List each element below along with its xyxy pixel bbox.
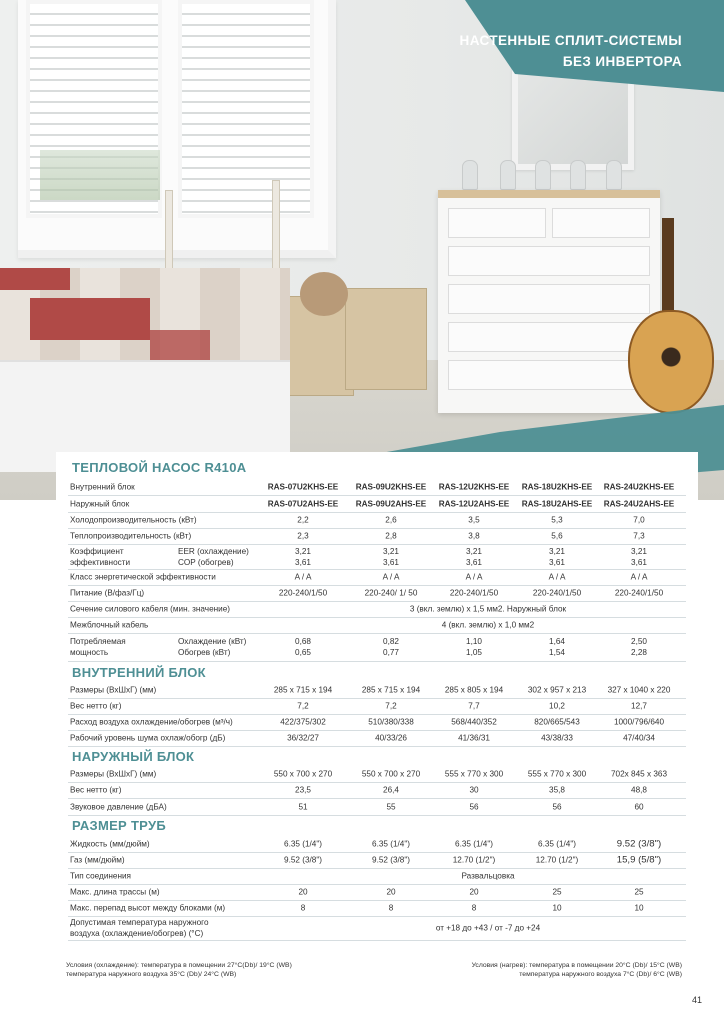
table-cell: 20 — [469, 887, 479, 897]
table-cell: 820/665/543 — [534, 717, 580, 727]
table-cell-line: 2,28 — [631, 648, 647, 657]
table-cell: RAS-24U2KHS-EE — [603, 482, 675, 491]
table-cell: 12,7 — [631, 701, 647, 711]
row-sublabel-line: EER (охлаждение) — [178, 546, 249, 556]
teddy-bear — [300, 272, 348, 316]
footnote-heating — [472, 961, 682, 979]
table-cell: 2,8 — [385, 531, 397, 541]
table-cell: 43/38/33 — [541, 733, 573, 743]
row-label-line: Коэффициент — [70, 546, 124, 556]
drawer — [448, 208, 546, 238]
table-cell: A / A — [465, 572, 483, 582]
table-cell: 5,3 — [551, 515, 563, 525]
table-cell: 9.52 (3/8") — [284, 855, 322, 865]
table-cell: RAS-18U2KHS-EE — [521, 482, 593, 491]
row-label — [70, 636, 126, 658]
table-cell: 6.35 (1/4") — [455, 839, 493, 849]
footnote-line: температура наружного воздуха 35°C (Db)/ 24°C (WB) — [66, 971, 237, 978]
section-outdoor: НАРУЖНЫЙ БЛОК — [72, 749, 195, 764]
dresser — [438, 190, 660, 413]
table-row — [68, 495, 686, 513]
table-cell: RAS-12U2KHS-EE — [438, 482, 510, 491]
table-cell: 422/375/302 — [280, 717, 326, 727]
cell-span: Развальцовка — [461, 871, 515, 881]
footnote-cooling — [66, 961, 292, 979]
table-cell — [600, 546, 678, 568]
window — [18, 0, 336, 258]
table-row — [68, 617, 686, 634]
drawer — [552, 208, 650, 238]
table-cell: 702x 845 x 363 — [611, 769, 667, 779]
table-cell: 10,2 — [549, 701, 565, 711]
table-cell — [518, 636, 596, 658]
table-cell: RAS-07U2KHS-EE — [267, 482, 339, 491]
table-cell-line: 1,64 — [549, 637, 565, 646]
table-row — [68, 478, 686, 496]
table-cell: 220-240/1/50 — [278, 588, 328, 598]
candle-holder — [462, 160, 478, 190]
table-cell: 2,6 — [385, 515, 397, 525]
table-cell: 25 — [634, 887, 644, 897]
storage-bag — [345, 288, 427, 390]
table-cell: 56 — [552, 802, 562, 811]
table-row — [68, 544, 686, 570]
row-label — [70, 546, 130, 568]
table-row — [68, 512, 686, 529]
table-cell: 3,8 — [468, 531, 480, 541]
table-cell-line: 0,65 — [295, 648, 311, 657]
guitar — [628, 310, 714, 414]
table-cell: 56 — [469, 802, 479, 811]
table-cell: 47/40/34 — [623, 733, 655, 743]
cell-span: 3 (вкл. землю) х 1,5 мм2. Наружный блок — [409, 604, 567, 614]
table-cell-line: 1,54 — [549, 648, 565, 657]
mirror — [512, 68, 634, 170]
table-row — [68, 900, 686, 917]
table-cell: 25 — [552, 887, 562, 897]
cell-span: от +18 до +43 / от -7 до +24 — [435, 923, 541, 933]
row-label: Рабочий уровень шума охлаж/обогр (дБ) — [70, 733, 226, 743]
table-row — [68, 585, 686, 602]
row-label: Межблочный кабель — [70, 620, 149, 630]
table-cell: 302 x 957 x 213 — [527, 685, 587, 695]
table-row — [68, 528, 686, 545]
table-cell: A / A — [630, 572, 648, 582]
table-cell: 220-240/ 1/ 50 — [364, 588, 418, 598]
quilt-patch — [150, 330, 210, 360]
table-cell: 550 x 700 x 270 — [273, 769, 333, 779]
table-cell: 220-240/1/50 — [614, 588, 664, 598]
row-label: Размеры (ВхШхГ) (мм) — [70, 769, 157, 779]
cell-span: 4 (вкл. землю) х 1,0 мм2 — [441, 620, 535, 630]
table-cell: 8 — [388, 903, 394, 913]
table-cell-line: 3,61 — [466, 557, 482, 567]
table-cell: 55 — [386, 802, 396, 811]
table-cell: 35,8 — [549, 785, 565, 795]
table-row — [68, 916, 686, 941]
table-row — [68, 569, 686, 586]
table-cell: 36/32/27 — [287, 733, 319, 743]
shutter-right — [178, 0, 314, 218]
table-cell: 9.52 (3/8") — [372, 855, 410, 865]
table-row — [68, 698, 686, 715]
table-cell: 327 x 1040 x 220 — [607, 685, 671, 695]
quilt-patch — [0, 268, 70, 290]
table-cell: 51 — [298, 802, 308, 811]
drawer — [448, 284, 650, 314]
candle-holder — [500, 160, 516, 190]
bedroom-photo — [0, 0, 724, 500]
table-cell-line: 3,61 — [383, 557, 399, 567]
table-cell: RAS-07U2AHS-EE — [267, 499, 339, 508]
table-cell: 568/440/352 — [451, 717, 497, 727]
section-pipes: РАЗМЕР ТРУБ — [72, 818, 167, 833]
table-cell: 30 — [469, 785, 479, 795]
table-cell: 285 x 715 x 194 — [361, 685, 421, 695]
table-cell: 6.35 (1/4") — [284, 839, 322, 849]
row-label — [70, 917, 209, 939]
table-row — [68, 682, 686, 699]
table-row — [68, 766, 686, 783]
section-heatpump: ТЕПЛОВОЙ НАСОС R410A — [72, 460, 247, 475]
row-label: Наружный блок — [70, 499, 130, 508]
table-cell-line: 3,21 — [295, 546, 311, 556]
table-row — [68, 798, 686, 816]
table-cell: 10 — [634, 903, 644, 913]
table-cell: 5,6 — [551, 531, 563, 541]
table-cell: 7,3 — [633, 531, 645, 541]
page-title — [460, 30, 682, 72]
candle-holder — [570, 160, 586, 190]
row-label: Газ (мм/дюйм) — [70, 855, 125, 865]
table-cell: RAS-09U2KHS-EE — [355, 482, 427, 491]
table-cell: RAS-24U2AHS-EE — [603, 499, 675, 508]
row-label: Расход воздуха охлаждение/обогрев (м³/ч) — [70, 717, 233, 727]
table-cell: 41/36/31 — [458, 733, 490, 743]
table-cell-line: 3,21 — [631, 546, 647, 556]
table-cell — [600, 636, 678, 658]
table-cell: 285 x 805 x 194 — [444, 685, 504, 695]
row-label: Холодопроизводительность (кВт) — [70, 515, 197, 525]
row-label: Звуковое давление (дБА) — [70, 802, 167, 811]
table-cell: 10 — [552, 903, 562, 913]
footnote-line: Условия (охлаждение): температура в помещении 27°C(Db)/ 19°C (WB) — [66, 962, 292, 969]
row-label: Размеры (ВхШхГ) (мм) — [70, 685, 157, 695]
table-cell: A / A — [548, 572, 566, 582]
table-cell: 285 x 715 x 194 — [273, 685, 333, 695]
table-cell-line: 3,61 — [631, 557, 647, 567]
footnote-line: Условия (нагрев): температура в помещении 20°C (Db)/ 15°C (WB) — [471, 962, 682, 969]
guitar-neck — [662, 218, 674, 318]
table-cell: 3,5 — [468, 515, 480, 525]
table-cell-line: 3,21 — [549, 546, 565, 556]
table-row — [68, 868, 686, 885]
table-cell: A / A — [294, 572, 312, 582]
row-label-line: Допустимая температура наружного — [70, 918, 209, 927]
table-row — [68, 601, 686, 618]
table-cell: 220-240/1/50 — [449, 588, 499, 598]
table-cell: 20 — [386, 887, 396, 897]
row-sublabel — [178, 636, 246, 658]
table-cell-line: 3,61 — [549, 557, 565, 567]
table-cell: 2,2 — [297, 515, 309, 525]
table-cell: 555 x 770 x 300 — [444, 769, 504, 779]
table-cell-line: 0,77 — [383, 648, 399, 657]
table-cell-line: 0,68 — [295, 637, 311, 646]
table-cell: 40/33/26 — [375, 733, 407, 743]
table-row — [68, 836, 686, 853]
table-cell: 9.52 (3/8") — [616, 838, 662, 850]
drawer — [448, 322, 650, 352]
row-sublabel-line: Охлаждение (кВт) — [178, 637, 247, 646]
row-label-line: эффективности — [70, 557, 131, 567]
candle-holder — [606, 160, 622, 190]
table-cell-line: 1,05 — [466, 648, 482, 657]
row-label-line: воздуха (охлаждение/обогрев) (°C) — [70, 929, 204, 938]
row-label: Вес нетто (кг) — [70, 785, 122, 795]
row-label: Внутренний блок — [70, 482, 135, 491]
table-cell: 550 x 700 x 270 — [361, 769, 421, 779]
table-cell-line: 3,21 — [466, 546, 482, 556]
table-cell: 15,9 (5/8") — [616, 854, 662, 866]
table-row — [68, 852, 686, 869]
table-row — [68, 782, 686, 799]
row-sublabel — [178, 546, 249, 568]
table-cell: 7,7 — [468, 701, 480, 711]
table-cell: 8 — [300, 903, 306, 913]
table-cell: 510/380/338 — [368, 717, 414, 727]
table-cell — [518, 546, 596, 568]
row-label: Питание (В/фаз/Гц) — [70, 588, 145, 598]
table-cell: 2,3 — [297, 531, 309, 541]
table-cell: 7,2 — [297, 701, 309, 711]
table-cell — [352, 546, 430, 568]
table-row — [68, 714, 686, 731]
table-cell-line: 0,82 — [383, 637, 399, 646]
footnote-line: температура наружного воздуха 7°C (Db)/ 6°C (WB) — [519, 971, 682, 978]
row-label: Макс. перепад высот между блоками (м) — [70, 903, 226, 913]
table-row — [68, 730, 686, 747]
table-cell — [264, 636, 342, 658]
table-cell: 6.35 (1/4") — [538, 839, 576, 849]
table-cell-line: 3,61 — [295, 557, 311, 567]
table-cell — [352, 636, 430, 658]
table-row — [68, 884, 686, 901]
table-cell: RAS-09U2AHS-EE — [355, 499, 427, 508]
row-sublabel-line: Обогрев (кВт) — [178, 648, 231, 657]
row-label: Сечение силового кабеля (мин. значение) — [70, 604, 230, 614]
table-cell: 7,0 — [633, 515, 645, 525]
table-cell: 12.70 (1/2") — [452, 855, 496, 865]
row-label: Вес нетто (кг) — [70, 701, 122, 711]
table-cell: 48,8 — [631, 785, 647, 795]
table-cell: RAS-18U2AHS-EE — [521, 499, 593, 508]
table-cell — [435, 636, 513, 658]
table-cell: 7,2 — [385, 701, 397, 711]
page-title-line1: НАСТЕННЫЕ СПЛИТ-СИСТЕМЫ — [459, 33, 682, 48]
table-cell-line: 1,10 — [466, 637, 482, 646]
page-number: 41 — [691, 995, 702, 1005]
row-label: Жидкость (мм/дюйм) — [70, 839, 150, 849]
row-label: Макс. длина трассы (м) — [70, 887, 160, 897]
row-label-line: Потребляемая — [70, 637, 126, 646]
table-cell: 60 — [634, 802, 644, 811]
quilt-patch — [30, 298, 150, 340]
table-cell-line: 3,21 — [383, 546, 399, 556]
table-cell: 12.70 (1/2") — [535, 855, 579, 865]
row-label: Класс энергетической эффективности — [70, 572, 216, 582]
row-sublabel-line: COP (обогрев) — [178, 557, 234, 567]
drawer — [448, 246, 650, 276]
table-cell: 555 x 770 x 300 — [527, 769, 587, 779]
table-cell: 1000/796/640 — [613, 717, 665, 727]
table-row — [68, 633, 686, 662]
table-cell: 20 — [298, 887, 308, 897]
row-label: Теплопроизводительность (кВт) — [70, 531, 192, 541]
window-view — [40, 150, 160, 200]
drawer — [448, 360, 650, 390]
candle-holder — [535, 160, 551, 190]
row-label-line: мощность — [70, 648, 109, 657]
table-cell — [435, 546, 513, 568]
table-cell: 23,5 — [295, 785, 311, 795]
page-title-line2: БЕЗ ИНВЕРТОРА — [562, 54, 682, 69]
section-indoor: ВНУТРЕННИЙ БЛОК — [72, 665, 206, 680]
table-cell-line: 2,50 — [631, 637, 647, 646]
table-cell: RAS-12U2AHS-EE — [438, 499, 510, 508]
table-cell: 220-240/1/50 — [532, 588, 582, 598]
table-cell: 8 — [471, 903, 477, 913]
table-cell — [264, 546, 342, 568]
table-cell: 26,4 — [383, 785, 399, 795]
table-cell: 6.35 (1/4") — [372, 839, 410, 849]
table-cell: A / A — [382, 572, 400, 582]
row-label: Тип соединения — [70, 871, 131, 881]
